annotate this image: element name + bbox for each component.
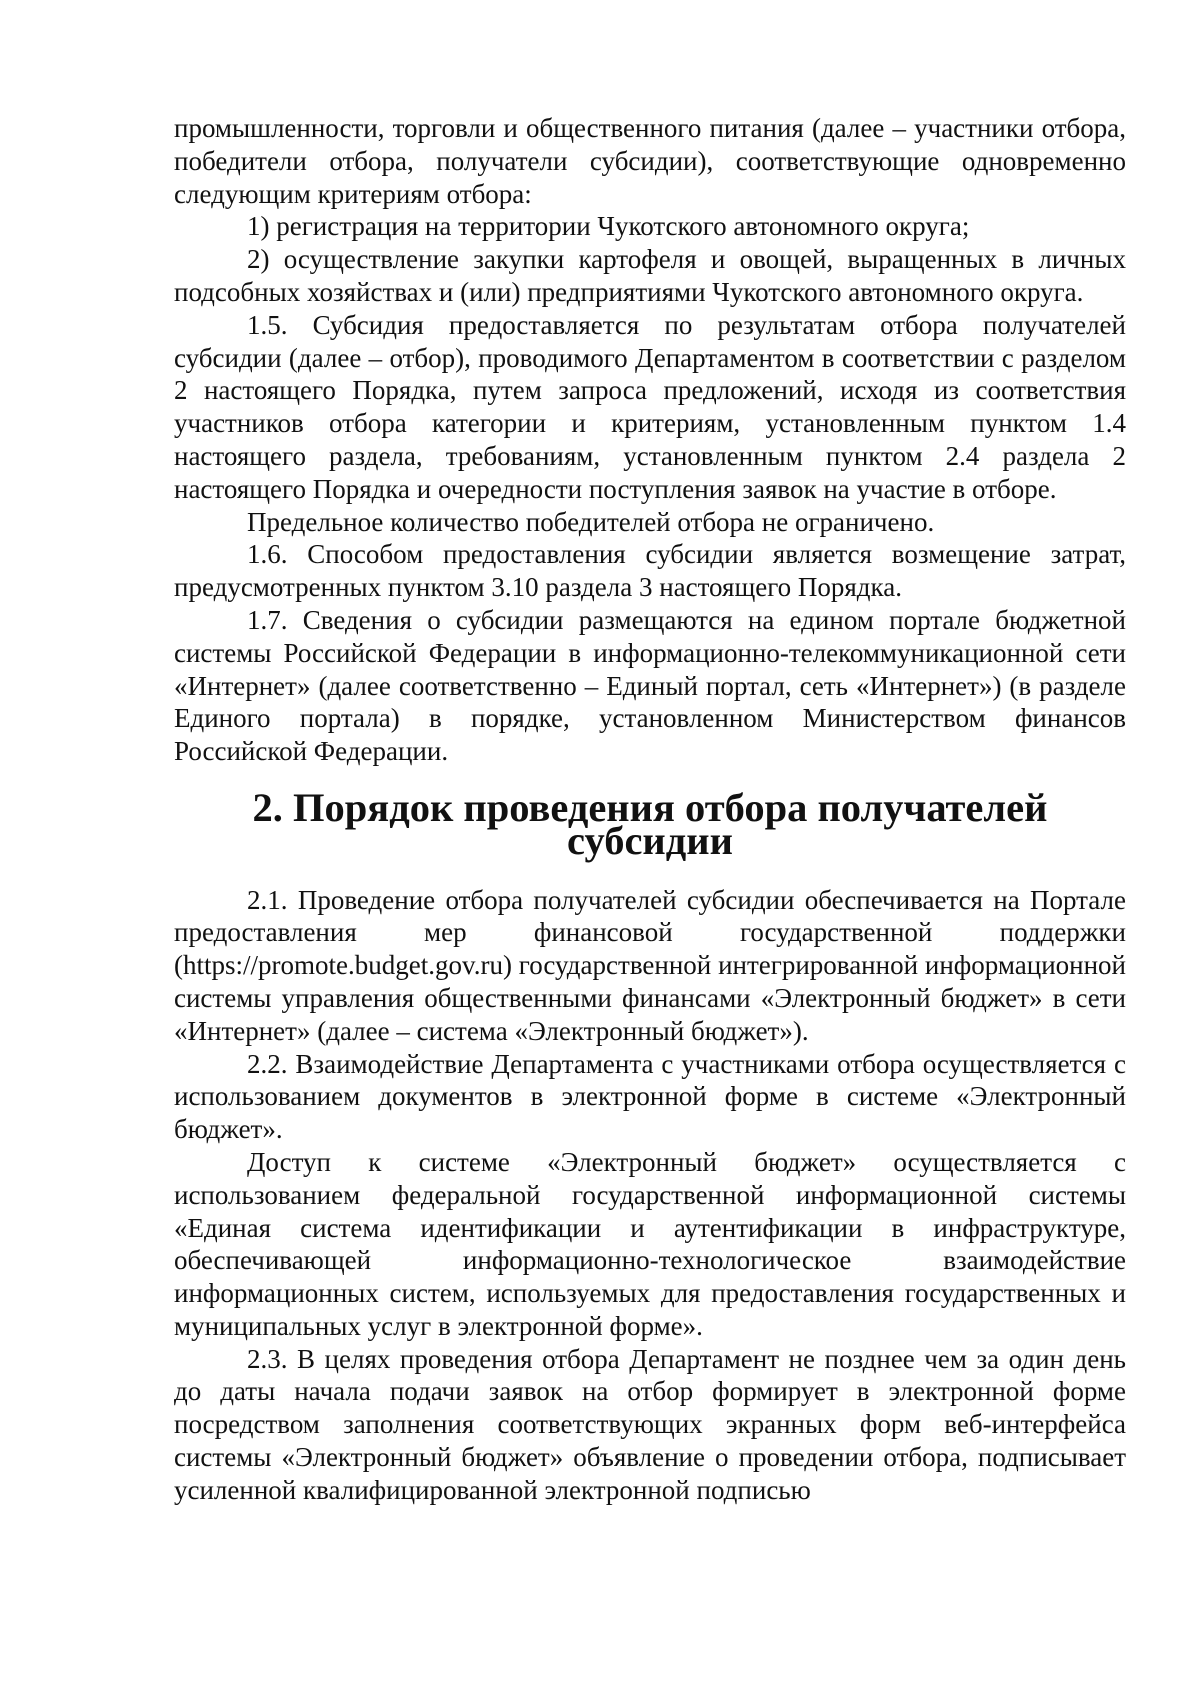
- paragraph-p-cont-participants: промышленности, торговли и общественного питания (далее – участники отбора, победители отбора, получатели субсидии), соответствующие одновременно следующим критериям отбора:: [174, 113, 1126, 209]
- paragraph-p-1-6: 1.6. Способом предоставления субсидии является возмещение затрат, предусмотренных пунктом 3.10 раздела 3 настоящего Порядка.: [174, 539, 1126, 603]
- section-2-title: 2. Порядок проведения отбора получателей субсидии: [252, 784, 1048, 863]
- paragraph-p-1-7: 1.7. Сведения о субсидии размещаются на едином портале бюджетной системы Российской Федерации в информационно-телекоммуникационной сети «Интернет» (далее соответственно – Единый портал, сеть «Интернет») (в разделе Единого портала) в порядке, установленном Министерством финансов Российской Федерации.: [174, 604, 1126, 767]
- section-1-body: [174, 112, 1126, 768]
- paragraph-p-2-2: 2.2. Взаимодействие Департамента с участниками отбора осуществляется с использованием документов в электронной форме в системе «Электронный бюджет».: [174, 1048, 1126, 1145]
- paragraph-p-access: Доступ к системе «Электронный бюджет» осуществляется с использованием федеральной государственной информационной системы «Единая система идентификации и аутентификации в инфраструктуре, обеспечивающей информационно-технологическое взаимодействие информационных систем, используемых для предоставления государственных и муниципальных услуг в электронной форме».: [174, 1146, 1126, 1341]
- paragraph-p-criterion-1: 1) регистрация на территории Чукотского автономного округа;: [247, 211, 970, 242]
- paragraph-p-limit: Предельное количество победителей отбора не ограничено.: [247, 506, 935, 537]
- paragraph-p-1-5: 1.5. Субсидия предоставляется по результатам отбора получателей субсидии (далее – отбор), проводимого Департаментом в соответствии с разделом 2 настоящего Порядка, путем запроса предложений, исходя из соответствия участников отбора категории и критериям, установленным пунктом 1.4 настоящего раздела, требованиям, установленным пунктом 2.4 раздела 2 настоящего Порядка и очередности поступления заявок на участие в отборе.: [174, 309, 1126, 504]
- paragraph-p-2-3: 2.3. В целях проведения отбора Департамент не позднее чем за один день до даты начала подачи заявок на отбор формирует в электронной форме посредством заполнения соответствующих экранных форм веб-интерфейса системы «Электронный бюджет» объявление о проведении отбора, подписывает усиленной квалифицированной электронной подписью: [174, 1343, 1126, 1505]
- paragraph-p-2-1: 2.1. Проведение отбора получателей субсидии обеспечивается на Портале предоставления мер финансовой государственной поддержки (https://promote.budget.gov.ru) государственной интегрированной информационной системы управления общественными финансами «Электронный бюджет» в сети «Интернет» (далее – система «Электронный бюджет»).: [174, 884, 1126, 1046]
- section-2-body: [174, 884, 1126, 1507]
- document-page: [174, 112, 1126, 1507]
- paragraph-p-criterion-2: 2) осуществление закупки картофеля и овощей, выращенных в личных подсобных хозяйствах и (или) предприятиями Чукотского автономного округа.: [174, 244, 1126, 307]
